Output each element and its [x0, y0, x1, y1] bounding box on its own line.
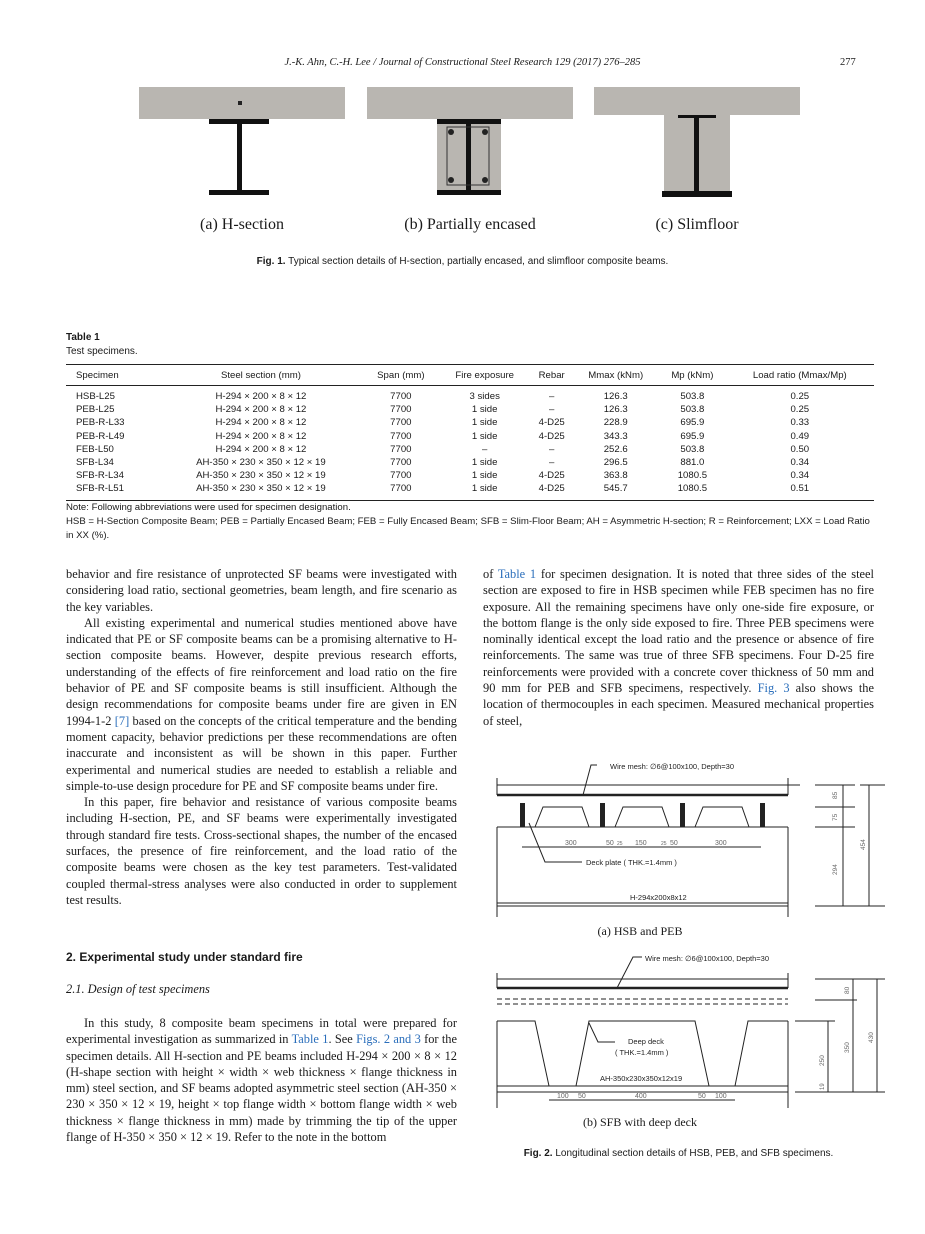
- table-label: Table 1: [66, 332, 100, 343]
- paragraph: of Table 1 for specimen designation. It is noted that three sides of the steel section are exposed to fire in HSB specimen while FEB specimen has no fire exposure. All the remaining specimens have only one-side fire exposure, or the bottom flange is the only side exposed to fire. Three PEB specimens were nominally identical except the load ratio and the presence or absence of fire reinforcements. The same was true of three SFB specimens. Four D-25 fire reinforcements were provided with a concrete cover thickness of 50 mm and 90 mm for PEB and SFB specimens, respectively. Fig. 3 also shows the location of thermocouples in each specimen. Measured mechanical properties of steel,: [483, 567, 875, 728]
- table-cell: 4-D25: [538, 470, 565, 482]
- col-header: Fire exposure: [438, 365, 531, 386]
- table-cell: 7700: [390, 457, 412, 469]
- svg-text:50: 50: [698, 1093, 706, 1100]
- table-cell: 0.33: [790, 417, 810, 429]
- table-cell: 228.9: [603, 417, 628, 429]
- svg-text:50: 50: [670, 840, 678, 847]
- table-cell: PEB-R-L33: [76, 417, 125, 429]
- fig2-caption: Fig. 2. Longitudinal section details of HSB, PEB, and SFB specimens.: [523, 1148, 834, 1159]
- table-cell: 4-D25: [531, 482, 572, 500]
- table-row: [66, 443, 874, 456]
- svg-text:25: 25: [617, 841, 623, 847]
- table-cell: 7700: [390, 417, 412, 429]
- paragraph: In this paper, fire behavior and resistance of various composite beams including H-section, PE, and SF beams were experimentally investigated through standard fire tests. Cross-sectional shapes, the number of the encased surfaces, the presence of fire reinforcement, and the load ratio of the composite beams were chosen as the key test parameters. Test-validated coupled thermal-stress analyses were also conducted in order to supplement test results.: [66, 795, 457, 907]
- table-cell: 0.50: [790, 443, 810, 455]
- table-cell: 1 side: [471, 457, 498, 469]
- table-link[interactable]: Table 1: [497, 567, 537, 581]
- table-link[interactable]: Table 1: [291, 1032, 329, 1047]
- fig2a-drawing: [485, 755, 885, 925]
- svg-text:150: 150: [635, 840, 647, 847]
- right-column-text: [483, 566, 874, 729]
- table-cell: 1 side: [471, 417, 498, 429]
- table-cell: 0.25: [790, 391, 810, 403]
- table-cell: 363.8: [603, 470, 628, 482]
- table-row: [66, 456, 874, 469]
- table-cell: FEB-L50: [76, 443, 114, 455]
- svg-text:( THK.=1.4mm ): ( THK.=1.4mm ): [615, 1048, 669, 1057]
- svg-text:250: 250: [819, 1055, 826, 1066]
- subsection-heading: 2.1. Design of test specimens: [66, 982, 210, 996]
- fig2a-label: (a) HSB and PEB: [597, 924, 683, 938]
- paragraph: In this study, 8 composite beam specimens in total were prepared for experimental investigation as summarized in Table 1. See Figs. 2 and 3 for the specimen details. All H-section and PE beams included H-294 × 200 × 8 × 12 (H-shape section with height × width × web thickness × flange thickness in mm) steel section, and SF beams adopted asymmetric steel section (AH-350 × 230 × 350 × 12 × 19, height × top flange width × bottom flange width × web thickness × flange thickness in mm) made by trimming the tip of the upper flange of H-350 × 350 × 12 × 19. Refer to the note in the bottom: [66, 1016, 458, 1145]
- table-cell: 0.34: [790, 470, 810, 482]
- table-row: [66, 482, 874, 500]
- table-cell: 3 sides: [469, 391, 500, 403]
- partially-encased-image: [367, 87, 573, 197]
- table-cell: H-294 × 200 × 8 × 12: [215, 391, 307, 403]
- table-header-row: [66, 365, 874, 386]
- h-section-image: [139, 87, 345, 197]
- table-title: Test specimens.: [66, 346, 138, 357]
- fig1-panel-a-label: (a) H-section: [200, 216, 284, 233]
- figure-link[interactable]: Figs. 2 and 3: [356, 1032, 421, 1047]
- svg-text:75: 75: [832, 813, 839, 821]
- col-header: Steel section (mm): [159, 365, 364, 386]
- ref-link[interactable]: [7]: [114, 713, 130, 728]
- table-cell: AH-350 × 230 × 350 × 12 × 19: [196, 470, 326, 482]
- table-cell: H-294 × 200 × 8 × 12: [215, 443, 307, 455]
- svg-text:454: 454: [860, 839, 867, 850]
- col-header: Mmax (kNm): [572, 365, 659, 386]
- table-cell: 503.8: [680, 404, 705, 416]
- svg-text:300: 300: [565, 840, 577, 847]
- left-column-text-2: [66, 1015, 457, 1145]
- table-cell: 343.3: [603, 430, 628, 442]
- table-cell: AH-350 × 230 × 350 × 12 × 19: [196, 457, 326, 469]
- section-label: H-294x200x8x12: [630, 893, 687, 902]
- col-header: Span (mm): [363, 365, 438, 386]
- col-header: Specimen: [66, 365, 159, 386]
- table-cell: 0.51: [726, 482, 874, 500]
- table-cell: 4-D25: [538, 417, 565, 429]
- table-cell: SFB-L34: [76, 457, 114, 469]
- table-cell: 7700: [390, 391, 412, 403]
- table-cell: 1 side: [471, 430, 498, 442]
- page-number: 277: [840, 57, 856, 68]
- table-row: [66, 386, 874, 404]
- table-cell: 0.25: [790, 404, 810, 416]
- wire-mesh-label: Wire mesh: ∅6@100x100, Depth=30: [645, 954, 770, 963]
- left-column-text: [66, 566, 457, 908]
- table-cell: 296.5: [603, 457, 628, 469]
- specimens-table: [66, 364, 874, 501]
- table-row: [66, 416, 874, 429]
- table-abbreviations: HSB = H-Section Composite Beam; PEB = Partially Encased Beam; FEB = Fully Encased Beam; SFB = Slim-Floor Beam; AH = Asymmetric H-section; R = Reinforcement; LXX = Load Ratio in XX (%).: [66, 516, 870, 541]
- svg-text:25: 25: [661, 841, 667, 847]
- table-cell: 1080.5: [677, 470, 708, 482]
- table-cell: H-294 × 200 × 8 × 12: [215, 404, 307, 416]
- table-cell: –: [549, 404, 555, 416]
- fig1-panel-b-label: (b) Partially encased: [404, 216, 536, 233]
- table-cell: 252.6: [603, 443, 628, 455]
- table-cell: H-294 × 200 × 8 × 12: [215, 430, 307, 442]
- table-cell: 503.8: [680, 391, 705, 403]
- table-cell: 126.3: [603, 391, 628, 403]
- table-cell: PEB-R-L49: [76, 430, 125, 442]
- table-cell: 1 side: [471, 404, 498, 416]
- svg-text:294: 294: [832, 864, 839, 875]
- table-cell: AH-350 × 230 × 350 × 12 × 19: [159, 482, 364, 500]
- table-cell: 545.7: [572, 482, 659, 500]
- section-heading: 2. Experimental study under standard fire: [66, 950, 303, 964]
- svg-text:80: 80: [844, 986, 851, 994]
- col-header: Mp (kNm): [659, 365, 726, 386]
- col-header: Load ratio (Mmax/Mp): [726, 365, 874, 386]
- wire-mesh-label: Wire mesh: ∅6@100x100, Depth=30: [610, 762, 735, 771]
- table-cell: 7700: [390, 430, 412, 442]
- table-row: [66, 403, 874, 416]
- svg-text:100: 100: [715, 1093, 727, 1100]
- table-cell: 881.0: [680, 457, 705, 469]
- table-cell: 7700: [363, 482, 438, 500]
- table-cell: –: [549, 457, 555, 469]
- table-cell: 1 side: [438, 482, 531, 500]
- table-row: [66, 430, 874, 443]
- table-cell: 4-D25: [538, 430, 565, 442]
- table-cell: 126.3: [603, 404, 628, 416]
- svg-text:Deep deck: Deep deck: [628, 1037, 664, 1046]
- svg-text:19: 19: [820, 1083, 826, 1090]
- fig1-panel-c-label: (c) Slimfloor: [655, 216, 739, 233]
- table-row: [66, 469, 874, 482]
- svg-text:100: 100: [557, 1093, 569, 1100]
- table-cell: 1080.5: [659, 482, 726, 500]
- svg-text:430: 430: [868, 1032, 875, 1043]
- col-header: Rebar: [531, 365, 572, 386]
- table-cell: 0.49: [790, 430, 810, 442]
- svg-text:400: 400: [635, 1093, 647, 1100]
- svg-text:300: 300: [715, 840, 727, 847]
- table-cell: PEB-L25: [76, 404, 115, 416]
- table-cell: 695.9: [680, 430, 705, 442]
- svg-text:350: 350: [844, 1042, 851, 1053]
- table-note: Note: Following abbreviations were used for specimen designation.: [66, 502, 351, 513]
- paragraph: All existing experimental and numerical studies mentioned above have indicated that PE or SF composite beams can be a promising alternative to H-section composite beams. However, despite previous research efforts, understanding of the effects of fire reinforcement and load ratio on the fire behavior of PE and SF composite beams is still insufficient. Although the design recommendations for composite beams under fire are given in EN 1994-1-2 [7] based on the concepts of the critical temperature and the bending moment capacity, behavior predictions per these recommendations are often inaccurate and inconsistent as will be shown in this paper. Further experimental and numerical studies are needed to establish a reliable and simple-to-use design procedure for PE and SF composite beams under fire.: [66, 615, 457, 793]
- table-cell: 0.34: [790, 457, 810, 469]
- svg-text:50: 50: [578, 1093, 586, 1100]
- table-cell: 7700: [390, 404, 412, 416]
- table-cell: HSB-L25: [76, 391, 115, 403]
- table-cell: 1 side: [471, 470, 498, 482]
- deck-plate-label: Deck plate ( THK.=1.4mm ): [586, 858, 677, 867]
- figure-link[interactable]: Fig. 3: [757, 681, 790, 696]
- table-cell: SFB-R-L34: [76, 470, 124, 482]
- svg-text:85: 85: [832, 791, 839, 799]
- table-cell: –: [549, 443, 555, 455]
- section-label: AH-350x230x350x12x19: [600, 1074, 683, 1083]
- table-cell: 695.9: [680, 417, 705, 429]
- paragraph: behavior and fire resistance of unprotected SF beams were investigated with considering load ratio, sectional geometries, beam length, and fire scenario as the key variables.: [66, 567, 457, 614]
- table-cell: 7700: [390, 443, 412, 455]
- table-cell: –: [482, 443, 488, 455]
- fig1-caption: Fig. 1. Typical section details of H-section, partially encased, and slimfloor composite beams.: [256, 256, 669, 267]
- svg-text:50: 50: [606, 840, 614, 847]
- running-header: J.-K. Ahn, C.-H. Lee / Journal of Constructional Steel Research 129 (2017) 276–285: [284, 57, 641, 68]
- table-cell: –: [549, 391, 555, 403]
- fig2b-label: (b) SFB with deep deck: [583, 1115, 697, 1129]
- table-cell: 7700: [390, 470, 412, 482]
- table-cell: H-294 × 200 × 8 × 12: [215, 417, 307, 429]
- fig2b-drawing: [485, 948, 885, 1108]
- table-cell: SFB-R-L51: [66, 482, 159, 500]
- table-cell: 503.8: [680, 443, 705, 455]
- slimfloor-image: [594, 87, 800, 197]
